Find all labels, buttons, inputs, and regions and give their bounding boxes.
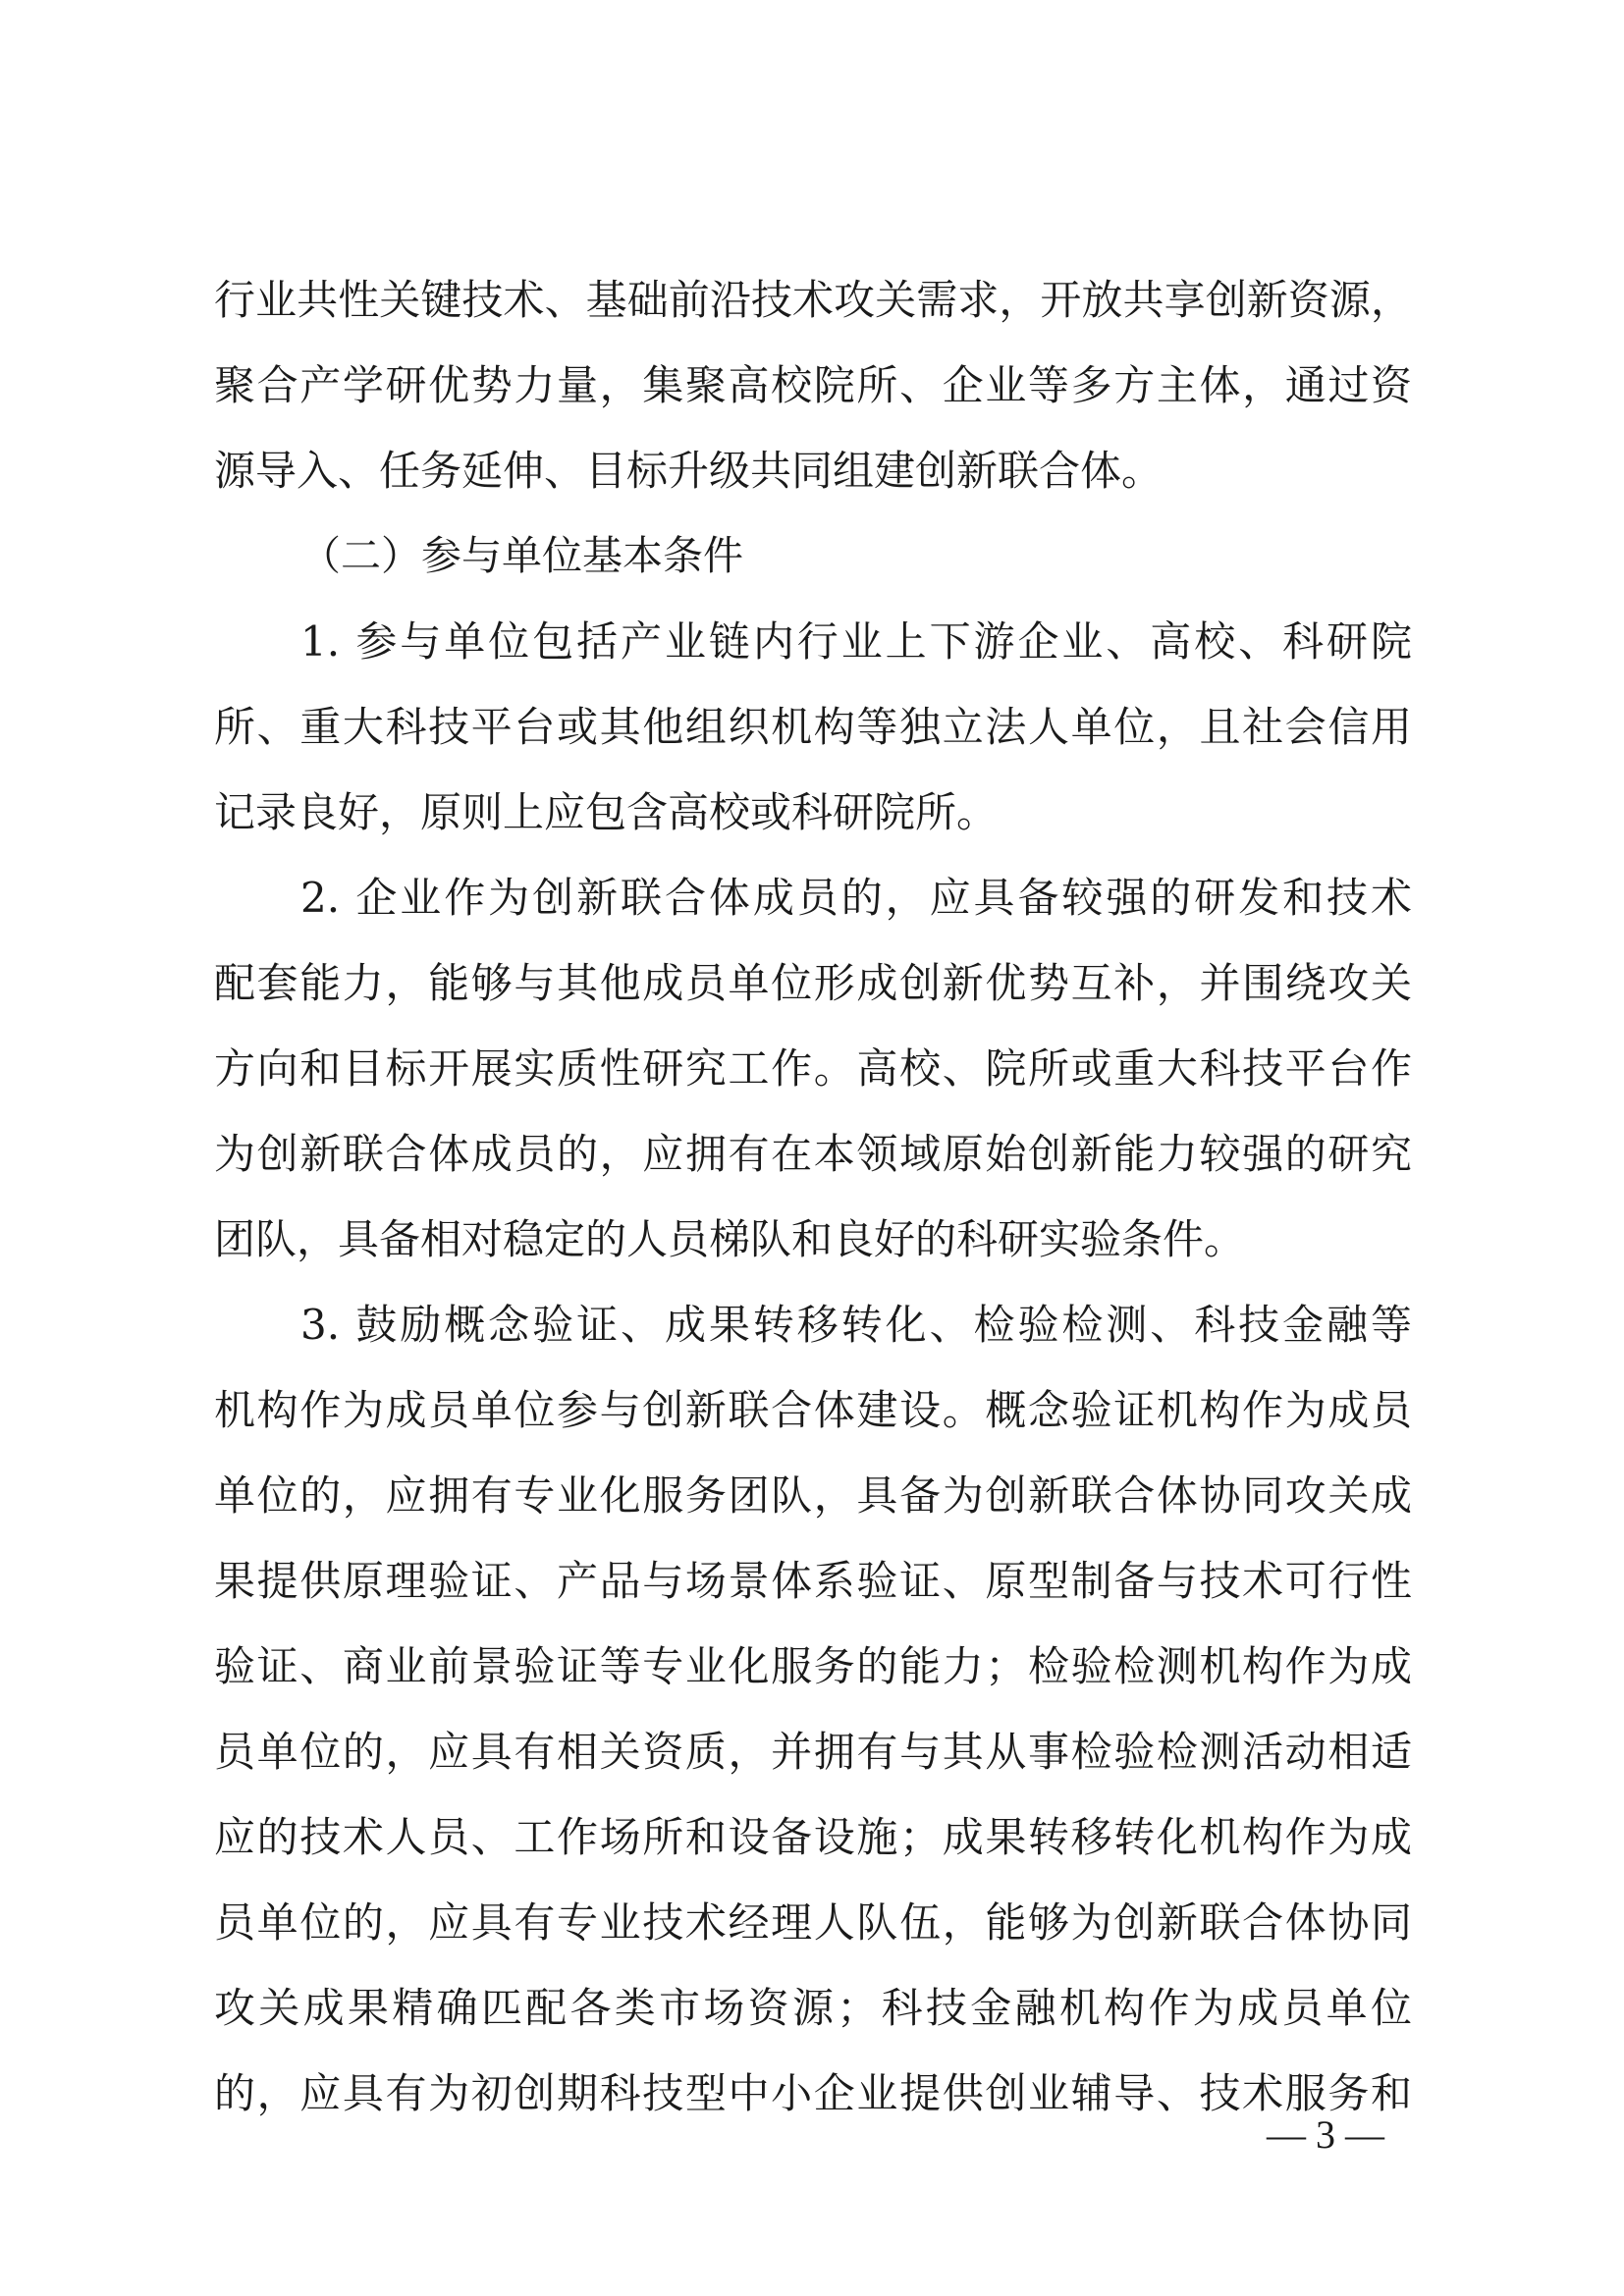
- text-line: 记录良好，原则上应包含高校或科研院所。: [214, 788, 999, 836]
- text-line: 员单位的，应具有专业技术经理人队伍，能够为创新联合体协同: [214, 1898, 1412, 1947]
- text-line: 3. 鼓励概念验证、成果转移转化、检验检测、科技金融等: [300, 1301, 1412, 1349]
- text-line: 聚合产学研优势力量，集聚高校院所、企业等多方主体，通过资: [214, 361, 1412, 409]
- text-line: 为创新联合体成员的，应拥有在本领域原始创新能力较强的研究: [214, 1130, 1412, 1178]
- text-line: 团队，具备相对稳定的人员梯队和良好的科研实验条件。: [214, 1215, 1246, 1263]
- text-line: 行业共性关键技术、基础前沿技术攻关需求，开放共享创新资源，: [214, 276, 1412, 324]
- text-line: 攻关成果精确匹配各类市场资源；科技金融机构作为成员单位: [214, 1984, 1412, 2032]
- text-line: 1. 参与单位包括产业链内行业上下游企业、高校、科研院: [300, 617, 1412, 666]
- text-line: 所、重大科技平台或其他组织机构等独立法人单位，且社会信用: [214, 703, 1412, 751]
- text-line: 机构作为成员单位参与创新联合体建设。概念验证机构作为成员: [214, 1386, 1412, 1434]
- body-text: [214, 257, 1412, 2136]
- text-line: 验证、商业前景验证等专业化服务的能力；检验检测机构作为成: [214, 1642, 1412, 1690]
- text-line: 应的技术人员、工作场所和设备设施；成果转移转化机构作为成: [214, 1813, 1412, 1861]
- text-line: 的，应具有为初创期科技型中小企业提供创业辅导、技术服务和: [214, 2069, 1412, 2117]
- text-line: 员单位的，应具有相关资质，并拥有与其从事检验检测活动相适: [214, 1728, 1412, 1776]
- text-line: 果提供原理验证、产品与场景体系验证、原型制备与技术可行性: [214, 1557, 1412, 1605]
- page-number: — 3 —: [1267, 2112, 1384, 2157]
- text-line: 配套能力，能够与其他成员单位形成创新优势互补，并围绕攻关: [214, 959, 1412, 1007]
- text-line: 方向和目标开展实质性研究工作。高校、院所或重大科技平台作: [214, 1044, 1412, 1093]
- text-line: 2. 企业作为创新联合体成员的，应具备较强的研发和技术: [300, 874, 1412, 922]
- text-line: 源导入、任务延伸、目标升级共同组建创新联合体。: [214, 447, 1164, 495]
- section-heading: （二）参与单位基本条件: [300, 532, 743, 579]
- text-line: 单位的，应拥有专业化服务团队，具备为创新联合体协同攻关成: [214, 1471, 1412, 1520]
